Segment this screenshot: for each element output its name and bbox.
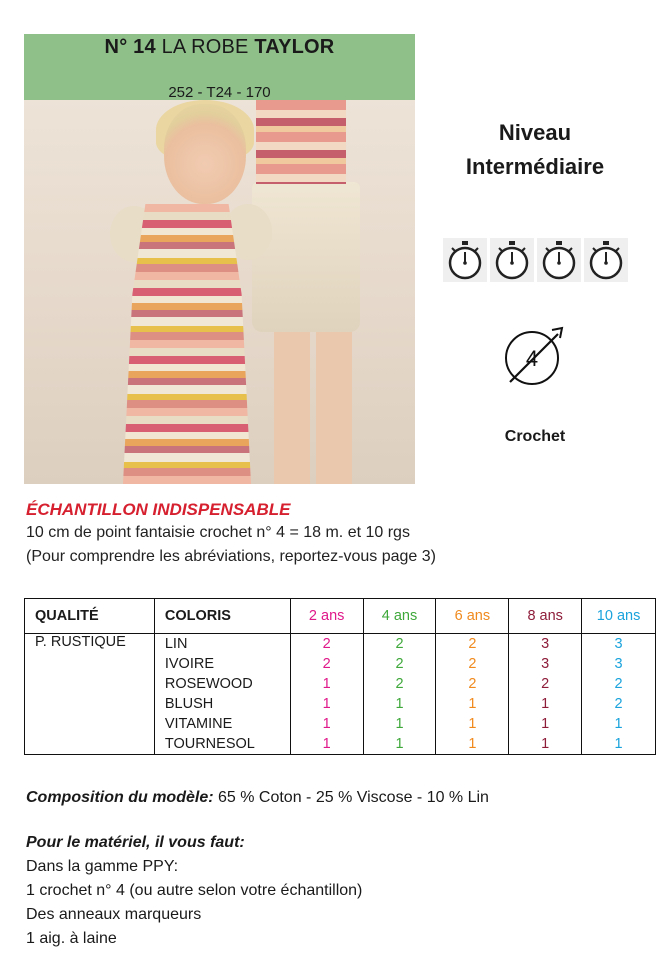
quality-cell: P. RUSTIQUE (25, 634, 155, 755)
difficulty-timers (443, 238, 633, 282)
ball-count: 1 (322, 716, 331, 732)
header-size: 8 ans (509, 599, 582, 634)
ball-count: 3 (614, 656, 623, 672)
level-label: Niveau (498, 120, 572, 145)
ball-count: 2 (468, 676, 477, 692)
ball-count: 1 (541, 736, 550, 752)
abbreviations-note: (Pour comprendre les abréviations, reportez-vous page 3) (26, 548, 436, 565)
child-face (164, 104, 246, 204)
difficulty-level (430, 116, 640, 184)
ball-count: 1 (395, 736, 404, 752)
ball-count: 1 (541, 696, 550, 712)
materials-title: Pour le matériel, il vous faut: (26, 834, 245, 851)
header-colors: COLORIS (154, 599, 290, 634)
title-band (24, 34, 415, 100)
materials-line: Dans la gamme PPY: (26, 858, 179, 875)
pattern-number: N° 14 (104, 36, 156, 58)
size-cell (509, 634, 582, 755)
color-name: IVOIRE (164, 656, 215, 672)
ball-count: 1 (468, 716, 477, 732)
composition (26, 789, 489, 807)
ball-count: 2 (541, 676, 550, 692)
header-size: 2 ans (290, 599, 363, 634)
pattern-name-prefix: LA ROBE (161, 36, 249, 58)
ball-count: 3 (614, 636, 623, 652)
stopwatch-icon (537, 238, 581, 282)
yarn-quantity-table (24, 598, 656, 755)
crochet-dress (122, 204, 252, 484)
color-name: BLUSH (164, 696, 214, 712)
header-size: 6 ans (436, 599, 509, 634)
ball-count: 2 (395, 636, 404, 652)
color-name: TOURNESOL (164, 736, 255, 752)
ball-count: 1 (614, 736, 623, 752)
materials-line: 1 crochet n° 4 (ou autre selon votre échantillon) (26, 882, 363, 899)
gauge-title: ÉCHANTILLON INDISPENSABLE (26, 500, 291, 519)
color-name: LIN (164, 636, 188, 652)
pattern-name: TAYLOR (254, 36, 335, 58)
ball-count: 2 (468, 636, 477, 652)
header-quality: QUALITÉ (25, 599, 155, 634)
needle-size: 4 (525, 346, 539, 371)
materials-line: 1 aig. à laine (26, 930, 117, 947)
ball-count: 2 (614, 676, 623, 692)
ball-count: 1 (322, 676, 331, 692)
ball-count: 1 (322, 696, 331, 712)
level-value: Intermédiaire (465, 154, 605, 179)
ball-count: 3 (541, 636, 550, 652)
composition-value: 65 % Coton - 25 % Viscose - 10 % Lin (213, 789, 489, 806)
composition-label: Composition du modèle: (26, 789, 214, 806)
color-name: ROSEWOOD (164, 676, 253, 692)
needle-type-label: Crochet (504, 428, 566, 445)
ball-count: 2 (468, 656, 477, 672)
gauge-description: 10 cm de point fantaisie crochet n° 4 = 18 m. et 10 rgs (26, 524, 410, 541)
ball-count: 2 (395, 676, 404, 692)
size-cell (363, 634, 436, 755)
ball-count: 1 (614, 716, 623, 732)
ball-count: 2 (322, 656, 331, 672)
header-size: 10 ans (582, 599, 656, 634)
ball-count: 2 (395, 656, 404, 672)
adult-shorts (252, 182, 360, 332)
stopwatch-icon (584, 238, 628, 282)
adult-leg (316, 329, 352, 484)
pattern-reference: 252 - T24 - 170 (168, 84, 271, 101)
size-cell (582, 634, 656, 755)
stopwatch-icon (490, 238, 534, 282)
adult-crochet-top (256, 100, 346, 184)
ball-count: 1 (541, 716, 550, 732)
stopwatch-icon (443, 238, 487, 282)
ball-count: 3 (541, 656, 550, 672)
ball-count: 2 (614, 696, 623, 712)
ball-count: 1 (395, 716, 404, 732)
table-row (25, 634, 656, 755)
ball-count: 1 (322, 736, 331, 752)
size-cell (436, 634, 509, 755)
ball-count: 1 (395, 696, 404, 712)
adult-leg (274, 329, 310, 484)
ball-count: 1 (468, 696, 477, 712)
ball-count: 2 (322, 636, 331, 652)
pattern-title (24, 36, 415, 59)
color-name: VITAMINE (164, 716, 233, 732)
ball-count: 1 (468, 736, 477, 752)
header-size: 4 ans (363, 599, 436, 634)
materials-line: Des anneaux marqueurs (26, 906, 202, 923)
model-photo (24, 34, 415, 484)
size-cell (290, 634, 363, 755)
table-header-row (25, 599, 656, 634)
crochet-needle-icon (502, 324, 568, 390)
colors-cell (154, 634, 290, 755)
